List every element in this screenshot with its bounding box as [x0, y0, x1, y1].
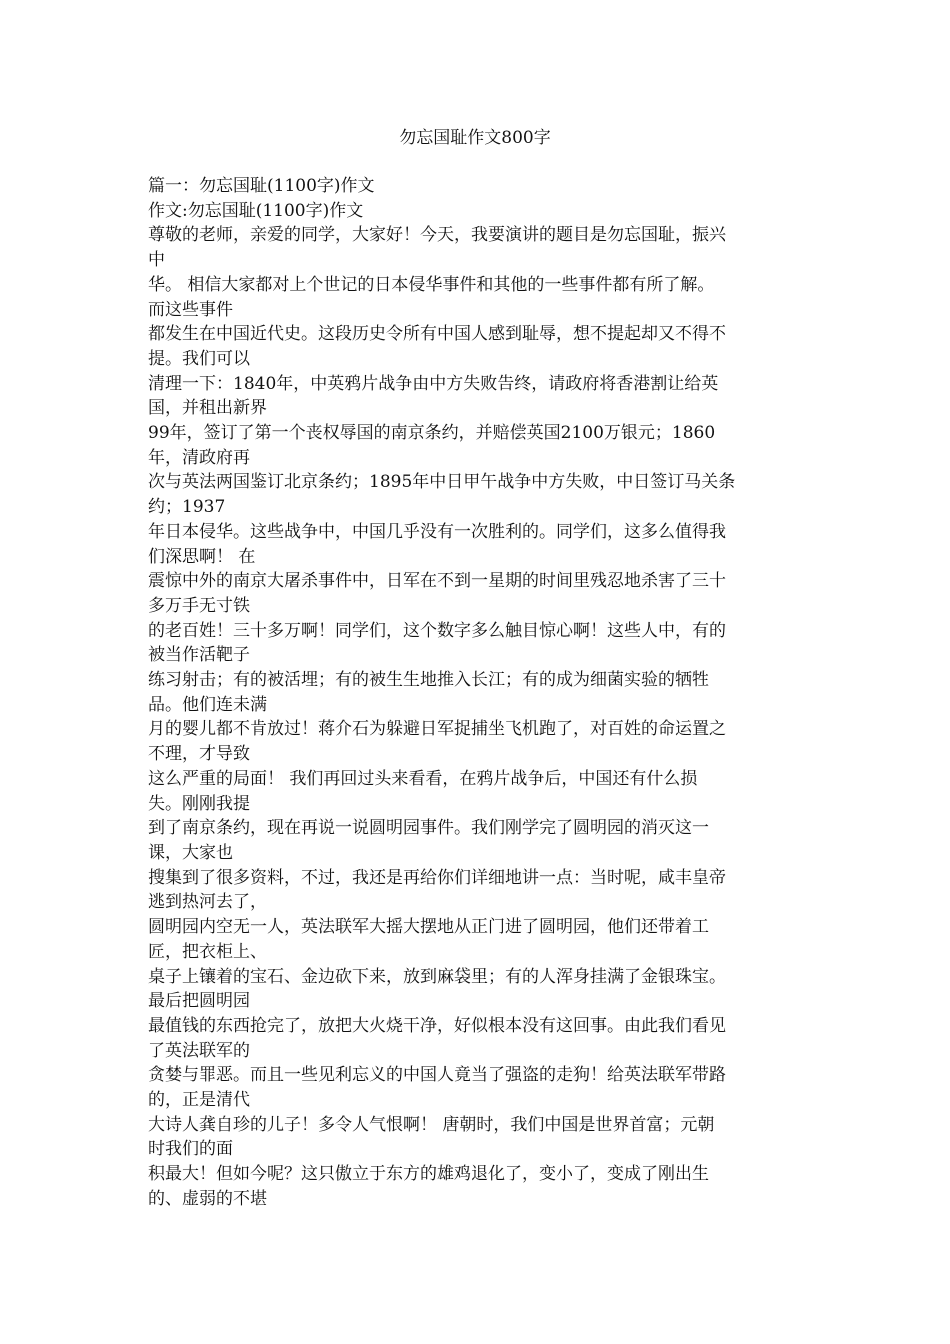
text-line: 被当作活靶子 [148, 645, 250, 666]
text-line: 最值钱的东西抢完了，放把大火烧干净，好似根本没有这回事。由此我们看见 [148, 1015, 726, 1036]
text-line: 清理一下：1840年，中英鸦片战争由中方失败告终，请政府将香港割让给英 [148, 373, 719, 394]
document-body [148, 174, 808, 1212]
text-line: 品。他们连未满 [148, 694, 267, 715]
text-line: 圆明园内空无一人，英法联军大摇大摆地从正门进了圆明园，他们还带着工 [148, 917, 709, 938]
text-line: 99年，签订了第一个丧权辱国的南京条约，并赔偿英国2100万银元；1860 [148, 423, 716, 444]
text-line: 失。刚刚我提 [148, 793, 250, 814]
text-line: 到了南京条约，现在再说一说圆明园事件。我们刚学完了圆明园的消灭这一 [148, 818, 709, 839]
text-line: 积最大！但如今呢？这只傲立于东方的雄鸡退化了，变小了，变成了刚出生 [148, 1164, 709, 1185]
text-line: 中 [148, 250, 165, 271]
text-line: 作文:勿忘国耻(1100字)作文 [148, 200, 364, 221]
text-line: 最后把圆明园 [148, 991, 250, 1012]
text-line: 年日本侵华。这些战争中，中国几乎没有一次胜利的。同学们，这多么值得我 [148, 521, 726, 542]
text-line: 大诗人龚自珍的儿子！多令人气恨啊！ 唐朝时，我们中国是世界首富；元朝 [148, 1114, 715, 1135]
text-line: 逃到热河去了， [148, 892, 267, 913]
text-line: 时我们的面 [148, 1139, 233, 1160]
text-line: 提。我们可以 [148, 348, 250, 369]
text-line: 搜集到了很多资料，不过，我还是再给你们详细地讲一点：当时呢，咸丰皇帝 [148, 867, 726, 888]
text-line: 的老百姓！三十多万啊！同学们，这个数字多么触目惊心啊！这些人中，有的 [148, 620, 726, 641]
text-line: 这么严重的局面！ 我们再回过头来看看，在鸦片战争后，中国还有什么损 [148, 768, 698, 789]
text-line: 年，清政府再 [148, 447, 250, 468]
text-line: 次与英法两国鉴订北京条约；1895年中日甲午战争中方失败，中日签订马关条 [148, 472, 736, 493]
text-line: 了英法联军的 [148, 1040, 250, 1061]
text-line: 尊敬的老师，亲爱的同学，大家好！今天，我要演讲的题目是勿忘国耻，振兴 [148, 225, 726, 246]
text-line: 震惊中外的南京大屠杀事件中，日军在不到一星期的时间里残忍地杀害了三十 [148, 571, 726, 592]
text-line: 匠，把衣柜上、 [148, 941, 267, 962]
text-line: 华。 相信大家都对上个世记的日本侵华事件和其他的一些事件都有所了解。 [148, 274, 715, 295]
text-line: 课，大家也 [148, 842, 233, 863]
text-line: 不理，才导致 [148, 744, 250, 765]
document-title: 勿忘国耻作文800字 [399, 128, 551, 148]
text-line: 篇一：勿忘国耻(1100字)作文 [148, 176, 375, 196]
text-line: 约；1937 [148, 497, 226, 518]
text-line: 国，并租出新界 [148, 398, 267, 419]
text-line: 都发生在中国近代史。这段历史令所有中国人感到耻辱，想不提起却又不得不 [148, 324, 726, 345]
text-line: 贪婪与罪恶。而且一些见利忘义的中国人竟当了强盗的走狗！给英法联军带路 [148, 1065, 726, 1086]
text-line: 而这些事件 [148, 299, 233, 320]
text-line: 月的婴儿都不肯放过！蒋介石为躲避日军捉捕坐飞机跑了，对百姓的命运置之 [148, 719, 726, 740]
text-line: 们深思啊！ 在 [148, 546, 256, 567]
text-line: 的，正是清代 [148, 1090, 250, 1111]
text-line: 桌子上镶着的宝石、金边砍下来，放到麻袋里；有的人浑身挂满了金银珠宝。 [148, 966, 726, 987]
text-line: 的、虚弱的不堪 [148, 1188, 267, 1209]
text-line: 多万手无寸铁 [148, 595, 250, 616]
text-line: 练习射击；有的被活埋；有的被生生地推入长江；有的成为细菌实验的牺牲 [148, 670, 709, 691]
